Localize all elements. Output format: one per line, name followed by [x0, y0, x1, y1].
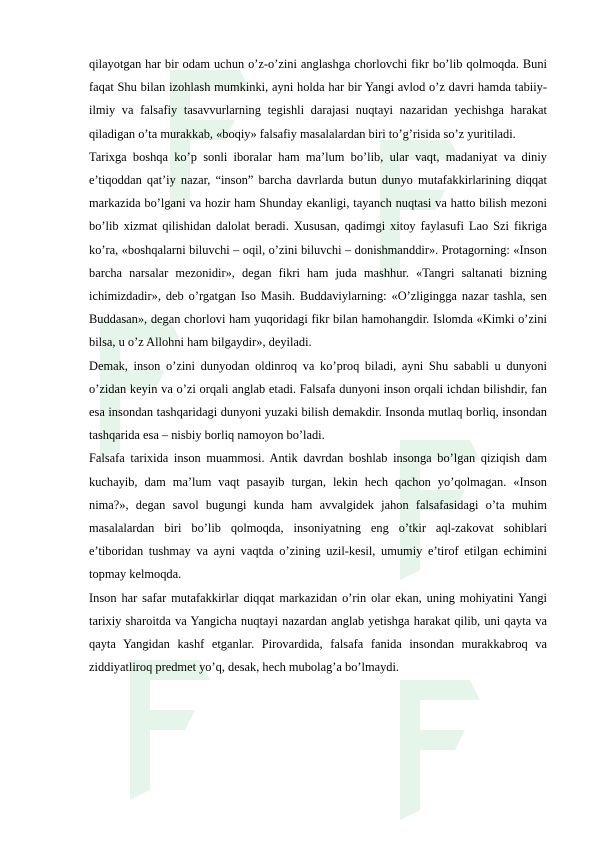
paragraph: qilayotgan har bir odam uchun o’z-o’zini anglashga chorlovchi fikr bo’lib qolmoqda. Buni faqat Shu bilan izohlash mumkinki, ayni holda har bir Yangi avlod o’z davri hamda tabiiy-ilmiy va falsafiy tasavvurlarning tegishli darajasi nuqtayi nazaridan yechishga harakat qiladigan o’ta murakkab, «boqiy» falsafiy masalalardan biri to’g’risida so’z yuritiladi.	[89, 57, 547, 141]
paragraph: Demak, inson o’zini dunyodan oldinroq va ko’proq biladi, ayni Shu sababli u dunyoni o’zidan keyin va o’zi orqali anglab etadi. Falsafa dunyoni inson orqali ichdan bilishdir, fan esa insondan tashqaridagi dunyoni yuzaki bilish demakdir. Insonda mutlaq borliq, insondan tashqarida esa – nisbiy borliq namoyon bo’ladi.	[89, 358, 547, 443]
paragraph: Inson har safar mutafakkirlar diqqat markazidan o’rin olar ekan, uning mohiyatini Yangi tarixiy sharoitda va Yangicha nuqtayi nazardan anglab yetishga harakat qilib, uni qayta va qayta Yangidan kashf etganlar. Pirovardida, falsafa fanida insondan murakkabroq va ziddiyatliroq predmet yo’q, desak, hech mubolag’a bo’lmaydi.	[89, 590, 547, 675]
watermark-logo-icon	[360, 660, 510, 840]
document-body	[89, 53, 547, 679]
paragraph: Falsafa tarixida inson muammosi. Antik davrdan boshlab insonga bo’lgan qiziqish dam kuchayib, dam ma’lum vaqt pasayib turgan, lekin hech qachon yo’qolmagan. «Inson nima?», degan savol bugungi kunda ham avvalgidek jahon falsafasidagi o’ta muhim masalalardan biri bo’lib qolmoqda, insoniyatning eng o’tkir aql-zakovat sohiblari e’tiboridan tushmay va ayni vaqtda o’zining uzil-kesil, umumiy e’tirof etilgan echimini topmay kelmoqda.	[89, 451, 547, 582]
paragraph: Tarixga boshqa ko’p sonli iboralar ham ma’lum bo’lib, ular vaqt, madaniyat va diniy e’tiqoddan qat’iy nazar, “inson” barcha davrlarda butun dunyo mutafakkirlarining diqqat markazida bo’lgani va hozir ham Shunday ekanligi, tayanch nuqtasi va hatto bilish mezoni bo’lib xizmat qilishidan dalolat beradi. Xususan, qadimgi xitoy faylasufi Lao Szi fikriga ko’ra, «boshqalarni biluvchi – oqil, o’zini biluvchi – donishmanddir». Protagorning: «Inson barcha narsalar mezonidir», degan fikri ham juda mashhur. «Tangri saltanati bizning ichimizdadir», deb o’rgatgan Iso Masih. Buddaviylarning: «O’zligingga nazar tashla, sen Buddasan», degan chorlovi ham yuqoridagi fikr bilan hamohangdir. Islomda «Kimki o’zini bilsa, u o’z Allohni ham bilgaydir», deyiladi.	[89, 149, 547, 350]
